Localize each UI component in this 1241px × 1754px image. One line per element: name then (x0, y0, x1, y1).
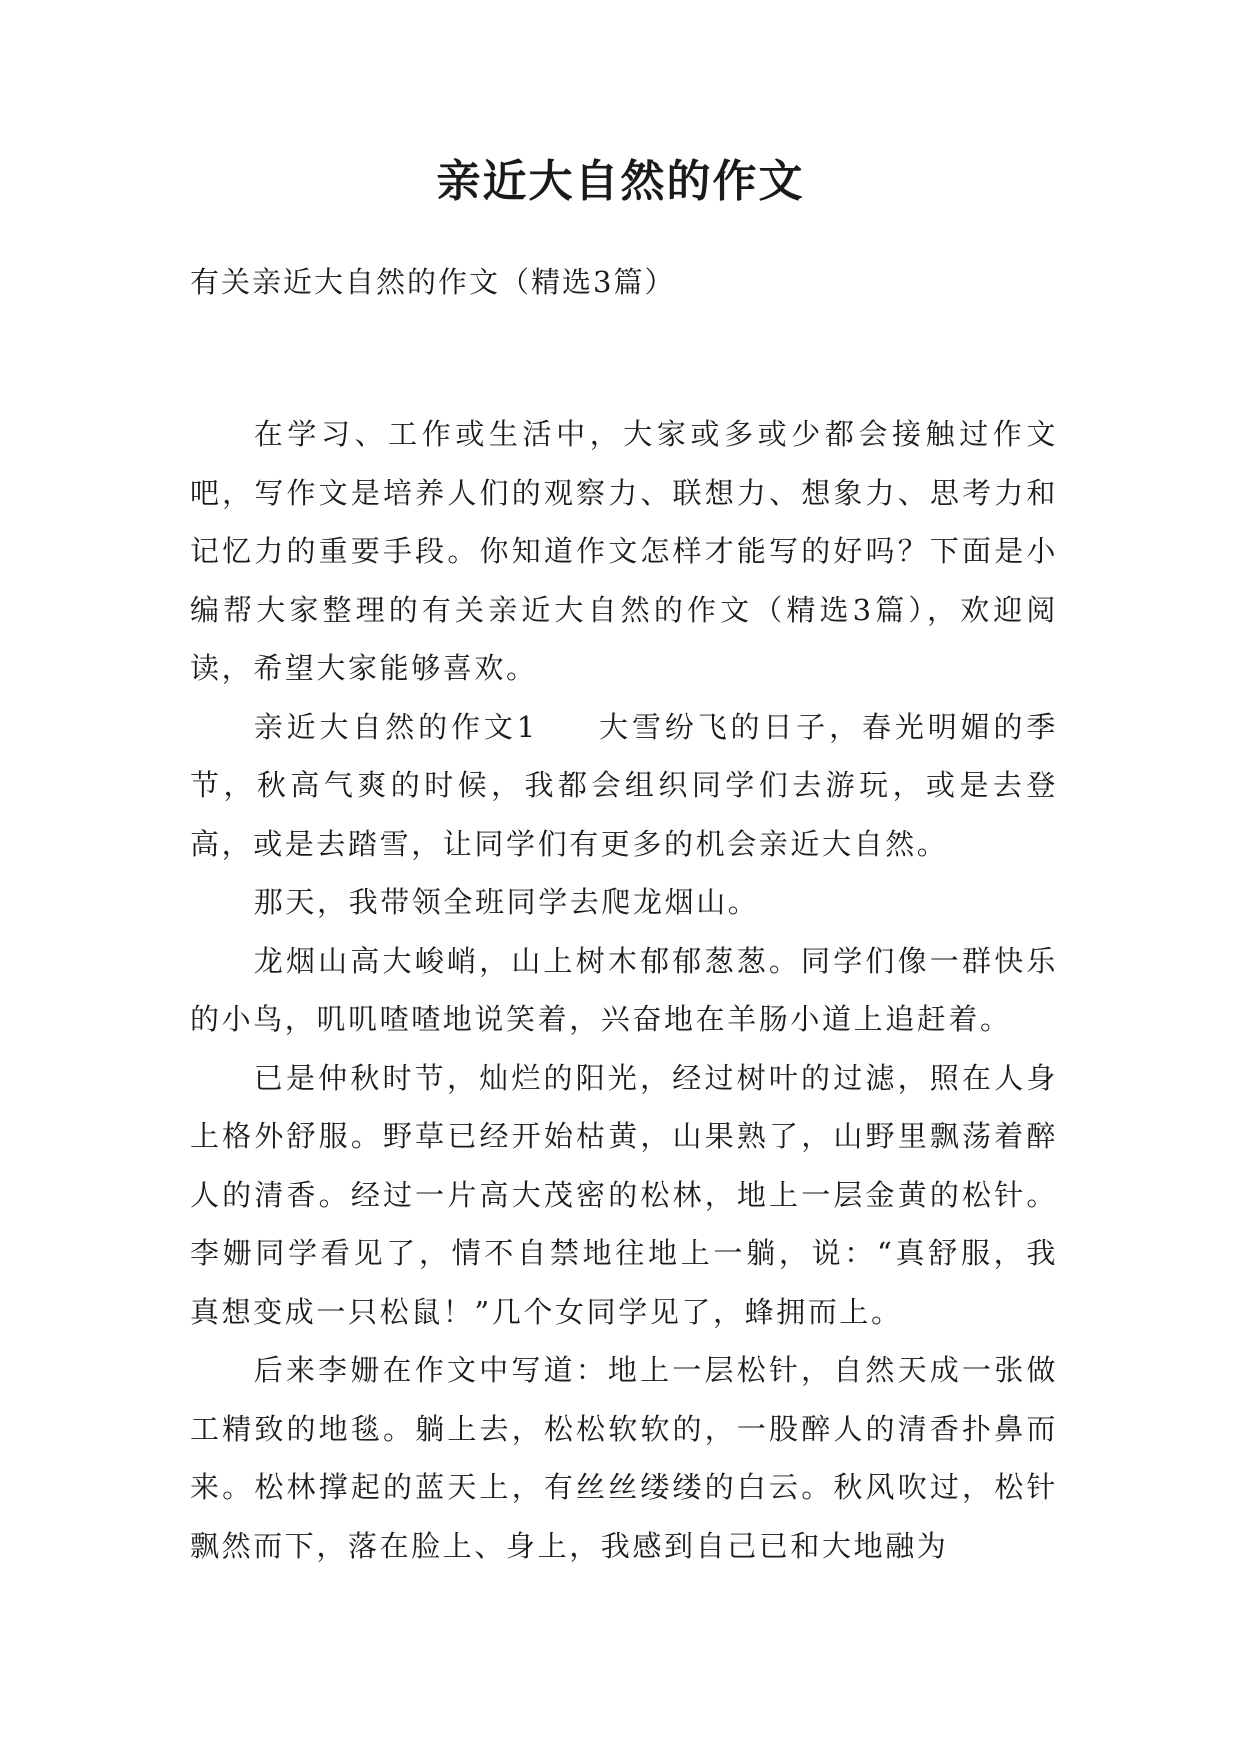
body-paragraph: 已是仲秋时节，灿烂的阳光，经过树叶的过滤，照在人身上格外舒服。野草已经开始枯黄，山果熟了，山野里飘荡着醉人的清香。经过一片高大茂密的松林，地上一层金黄的松针。李姗同学看见了，情不自禁地往地上一躺，说：“真舒服，我真想变成一只松鼠！”几个女同学见了，蜂拥而上。 (190, 1060, 1058, 1329)
document-body (190, 405, 1058, 1575)
body-paragraph: 龙烟山高大峻峭，山上树木郁郁葱葱。同学们像一群快乐的小鸟，叽叽喳喳地说笑着，兴奋地在羊肠小道上追赶着。 (190, 943, 1058, 1036)
intro-paragraph: 在学习、工作或生活中，大家或多或少都会接触过作文吧，写作文是培养人们的观察力、联想力、想象力、思考力和记忆力的重要手段。你知道作文怎样才能写的好吗？下面是小编帮大家整理的有关亲近大自然的作文（精选3篇），欢迎阅读，希望大家能够喜欢。 (190, 417, 1058, 685)
essay-heading: 亲近大自然的作文1 (253, 709, 538, 744)
body-paragraph: 后来李姗在作文中写道：地上一层松针，自然天成一张做工精致的地毯。躺上去，松松软软的，一股醉人的清香扑鼻而来。松林撑起的蓝天上，有丝丝缕缕的白云。秋风吹过，松针飘然而下，落在脸上、身上，我感到自己已和大地融为 (190, 1353, 1058, 1563)
essay-1-paragraph (190, 698, 1058, 874)
document-title: 亲近大自然的作文 (436, 156, 805, 207)
essay-intro-text: 大雪纷飞的日子，春光明媚的季节，秋高气爽的时候，我都会组织同学们去游玩，或是去登高，或是去踏雪，让同学们有更多的机会亲近大自然。 (190, 709, 1058, 861)
document-subtitle: 有关亲近大自然的作文（精选3篇） (190, 265, 676, 299)
body-paragraph: 那天，我带领全班同学去爬龙烟山。 (253, 885, 760, 919)
